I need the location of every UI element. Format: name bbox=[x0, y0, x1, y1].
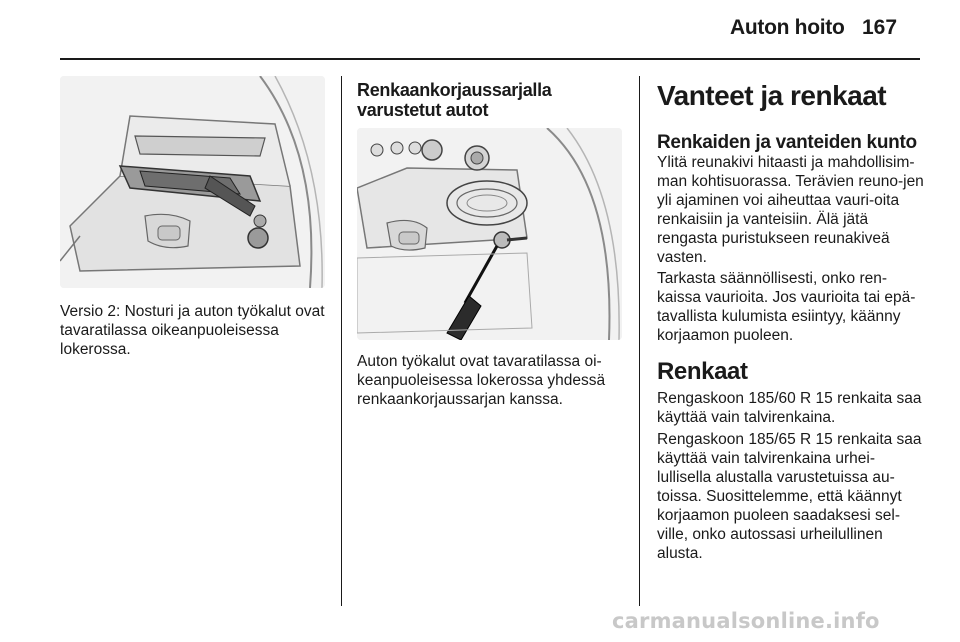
page-number: 167 bbox=[862, 16, 898, 39]
page-header-title: Auton hoito bbox=[730, 16, 845, 39]
subsection-heading: Renkaiden ja vanteiden kunto bbox=[657, 132, 917, 153]
watermark-text: carmanualsonline.info bbox=[612, 609, 880, 633]
section-subheading: Renkaankorjaussarjalla varustetut autot bbox=[357, 80, 552, 120]
left-caption: Versio 2: Nosturi ja auton työkalut ovat tavaratilassa oikeanpuoleisessa lokerossa. bbox=[60, 303, 325, 358]
column-divider-left bbox=[341, 76, 342, 606]
section-heading: Vanteet ja renkaat bbox=[657, 80, 887, 111]
column-divider-right bbox=[639, 76, 640, 606]
middle-caption: Auton työkalut ovat tavaratilassa oi-keanpuoleisessa lokerossa yhdessä renkaankorjaussarjan kanssa. bbox=[357, 353, 606, 408]
paragraph-curb: Ylitä reunakivi hitaasti ja mahdollisim-man kohtisuorassa. Terävien reuno-jen yli ajaminen voi aiheuttaa vauri-oita renkaisiin ja vanteisiin. Älä jätä rengasta puristukseen reunakiveä vasten. bbox=[657, 154, 924, 266]
header-rule bbox=[60, 58, 920, 60]
jack-tools-illustration bbox=[60, 76, 325, 288]
paragraph-tire-size-1: Rengaskoon 185/60 R 15 renkaita saa käyttää vain talvirenkaina. bbox=[657, 390, 922, 426]
paragraph-tire-size-2: Rengaskoon 185/65 R 15 renkaita saa käyttää vain talvirenkaina urhei-lullisella alustalla varustetuissa au-toissa. Suosittelemme, että käännyt korjaamon puoleen saadaksesi sel-ville, onko autossasi urheilullinen alusta. bbox=[657, 431, 922, 562]
tire-repair-kit-illustration bbox=[357, 128, 622, 340]
paragraph-inspection: Tarkasta säännöllisesti, onko ren-kaissa vaurioita. Jos vaurioita tai epä-tavallista kulumista esiintyy, käänny korjaamon puoleen. bbox=[657, 270, 916, 344]
section-heading-tires: Renkaat bbox=[657, 358, 748, 385]
